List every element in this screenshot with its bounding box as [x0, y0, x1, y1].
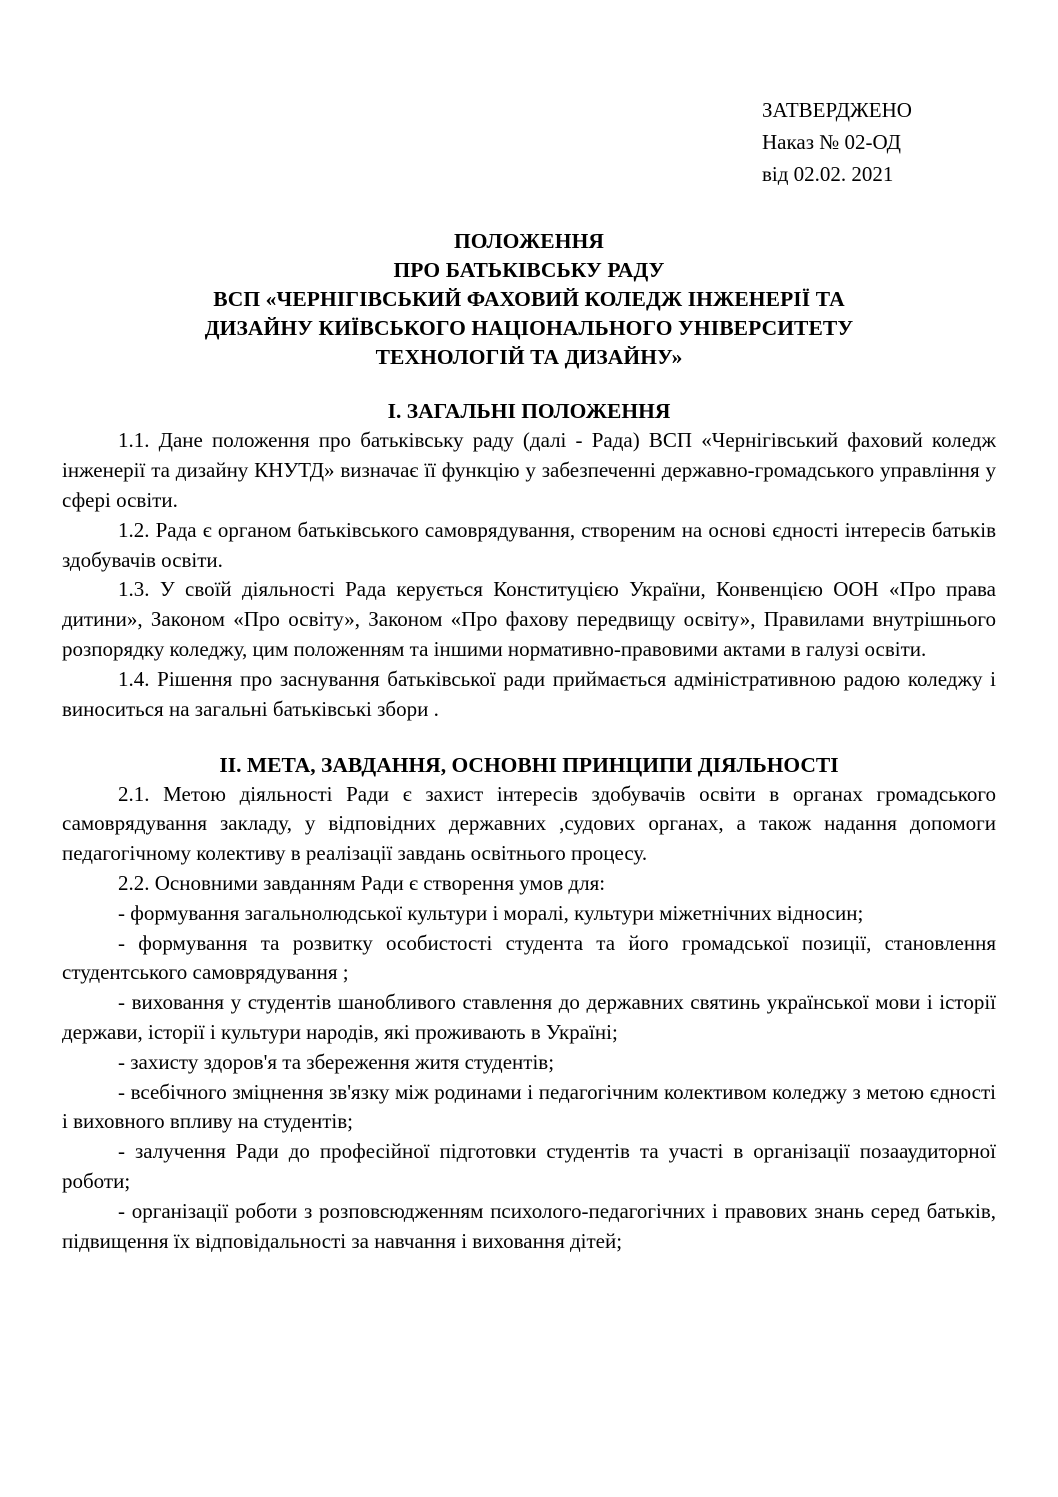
paragraph: 2.1. Метою діяльності Ради є захист інтересів здобувачів освіти в органах громадського самоврядування закладу, у відповідних державних ,судових органах, а також надання допомоги педагогічному колективу в реалізації завдань освітнього процесу. [62, 781, 996, 866]
list-item: - залучення Ради до професійної підготовки студентів та участі в організації позааудиторної роботи; [62, 1139, 996, 1194]
paragraph: 2.2. Основними завданням Ради є створення умов для: [118, 870, 606, 895]
title-line-4: ДИЗАЙНУ КИЇВСЬКОГО НАЦІОНАЛЬНОГО УНІВЕРСИТЕТУ [204, 315, 854, 340]
section-heading: II. МЕТА, ЗАВДАННЯ, ОСНОВНІ ПРИНЦИПИ ДІЯЛЬНОСТІ [219, 752, 839, 777]
paragraph: 1.2. Рада є органом батьківського самоврядування, створеним на основі єдності інтересів батьків здобувачів освіти. [62, 517, 996, 572]
paragraph: 1.3. У своїй діяльності Рада керується Конституцією України, Конвенцією ООН «Про права дитини», Законом «Про освіту», Законом «Про фахову передвищу освіту», Правилами внутрішнього розпорядку коледжу, цим положенням та іншими нормативно-правовими актами в галузі освіти. [62, 577, 996, 662]
list-item: - організації роботи з розповсюдженням психолого-педагогічних і правових знань серед батьків, підвищення їх відповідальності за навчання і виховання дітей; [62, 1198, 996, 1253]
title-line-1: ПОЛОЖЕННЯ [453, 229, 605, 254]
title-line-2: ПРО БАТЬКІВСЬКУ РАДУ [393, 258, 665, 283]
paragraph: 1.1. Дане положення про батьківську раду (далі - Рада) ВСП «Чернігівський фаховий коледж інженерії та дизайну КНУТД» визначає її функцію у забезпеченні державно-громадського управління у сфері освіти. [62, 428, 996, 513]
section-goals-tasks-principles [62, 753, 996, 1257]
approval-line-3: від 02.02. 2021 [762, 161, 894, 186]
approval-line-1: ЗАТВЕРДЖЕНО [762, 98, 912, 122]
title-line-3: ВСП «ЧЕРНІГІВСЬКИЙ ФАХОВИЙ КОЛЕДЖ ІНЖЕНЕРІЇ ТА [213, 287, 845, 312]
approval-line-2: Наказ № 02-ОД [762, 129, 901, 154]
list-item: - всебічного зміцнення зв'язку між родинами і педагогічним колективом коледжу з метою єдності і виховного впливу на студентів; [62, 1079, 996, 1134]
list-item: - виховання у студентів шанобливого ставлення до державних святинь української мови і історії держави, історії і культури народів, які проживають в Україні; [62, 990, 996, 1045]
list-item: - формування загальнолюдської культури і моралі, культури міжетнічних відносин; [118, 900, 864, 925]
page-title [62, 227, 996, 371]
section-heading: I. ЗАГАЛЬНІ ПОЛОЖЕННЯ [387, 399, 671, 424]
approval-block [762, 96, 996, 189]
list-item: - формування та розвитку особистості студента та його громадської позиції, становлення студентського самоврядування ; [62, 930, 996, 985]
title-line-5: ТЕХНОЛОГІЙ ТА ДИЗАЙНУ» [375, 344, 683, 369]
section-general-provisions [62, 399, 996, 724]
paragraph: 1.4. Рішення про заснування батьківської ради приймається адміністративною радою коледжу і виноситься на загальні батьківські збори . [62, 666, 996, 721]
list-item: - захисту здоров'я та збереження житя студентів; [118, 1049, 555, 1074]
